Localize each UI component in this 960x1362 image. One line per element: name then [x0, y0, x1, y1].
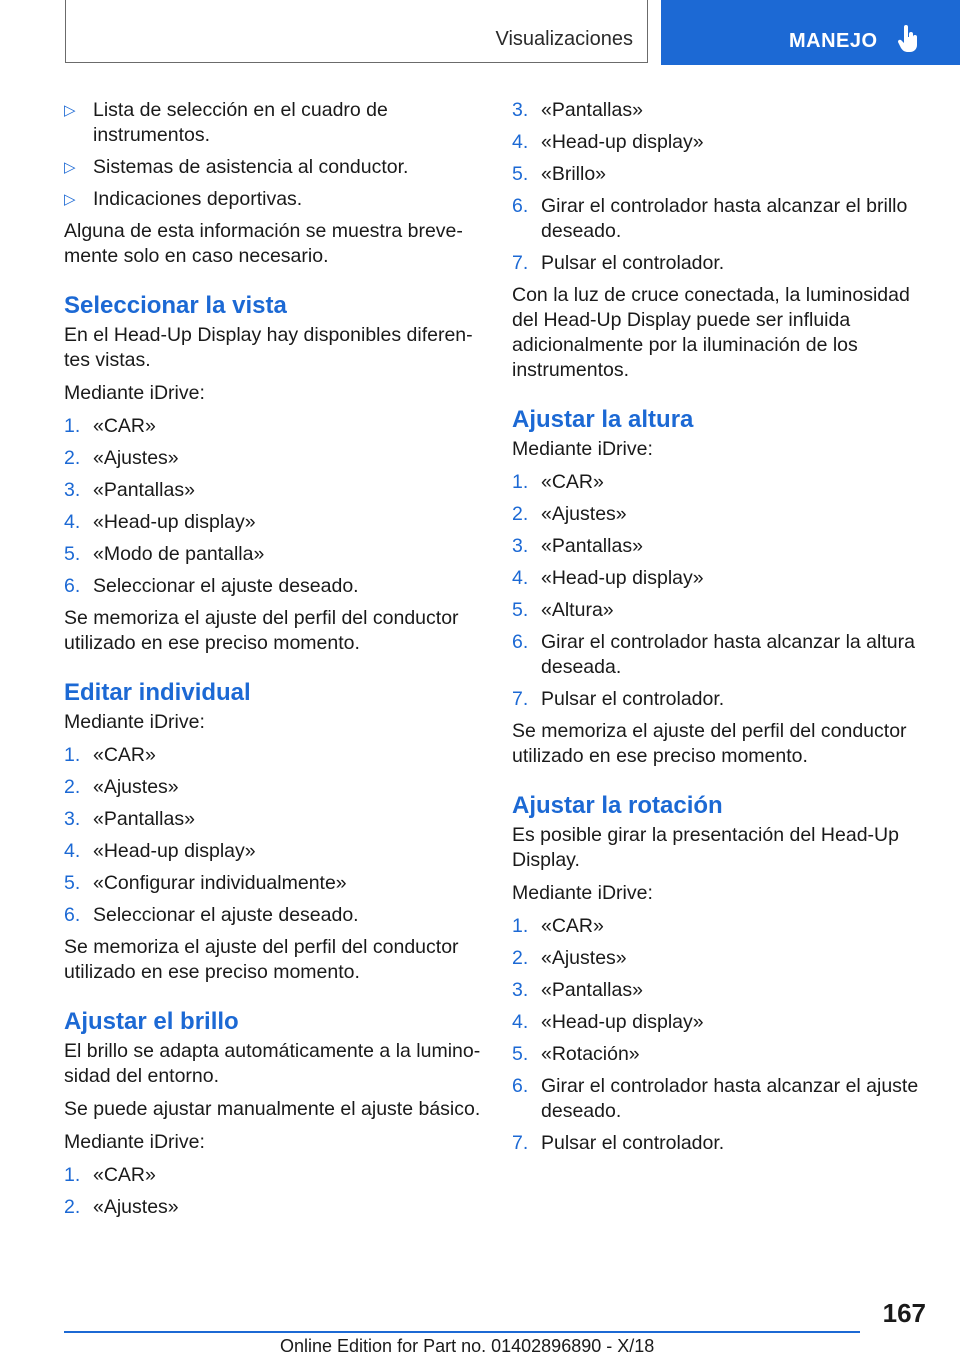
- steps-list: [64, 1163, 482, 1220]
- steps-list: [512, 470, 930, 712]
- steps-list: [512, 914, 930, 1156]
- triangle-bullet-icon: ▷: [64, 102, 76, 119]
- paragraph: Mediante iDrive:: [64, 711, 205, 733]
- paragraph: Es posible girar la presentación del Head-Up Display.: [512, 824, 899, 871]
- section-heading: Ajustar el brillo: [64, 1008, 239, 1035]
- paragraph: Mediante iDrive:: [64, 1131, 205, 1153]
- step-item: 5. «Brillo»: [512, 163, 607, 185]
- steps-list: [512, 98, 930, 276]
- step-item: 2. «Ajustes»: [64, 776, 179, 798]
- section-heading: Ajustar la rotación: [512, 792, 723, 819]
- step-item: 5. «Altura»: [512, 599, 614, 621]
- paragraph: Mediante iDrive:: [512, 882, 653, 904]
- step-item: 1. «CAR»: [512, 471, 604, 493]
- steps-list: [64, 743, 482, 928]
- step-item: 7. Pulsar el controlador.: [512, 688, 725, 710]
- step-item: 3. «Pantallas»: [512, 99, 643, 121]
- step-item: 7. Pulsar el controlador.: [512, 252, 725, 274]
- paragraph: Mediante iDrive:: [64, 382, 205, 404]
- section-box: [65, 0, 648, 63]
- step-item: 4. «Head-up display»: [512, 1011, 704, 1033]
- triangle-bullet-icon: ▷: [64, 159, 76, 176]
- section-title: Visualizaciones: [495, 28, 633, 50]
- step-item: 2. «Ajustes»: [64, 1196, 179, 1218]
- step-item: 1. «CAR»: [64, 415, 156, 437]
- step-item: 4. «Head-up display»: [64, 840, 256, 862]
- paragraph: El brillo se adapta automáticamente a la luminosidad del entorno.: [64, 1040, 481, 1087]
- step-item: 1. «CAR»: [64, 1164, 156, 1186]
- step-item: 6. Girar el controlador hasta alcanzar el ajuste deseado.: [512, 1075, 919, 1122]
- section-heading: Editar individual: [64, 679, 251, 706]
- page-header: [0, 0, 960, 66]
- paragraph: En el Head-Up Display hay disponibles diferentes vistas.: [64, 324, 473, 371]
- step-item: 1. «CAR»: [64, 744, 156, 766]
- step-item: 5. «Rotación»: [512, 1043, 640, 1065]
- step-item: 6. Seleccionar el ajuste deseado.: [64, 904, 359, 926]
- step-item: 3. «Pantallas»: [64, 479, 195, 501]
- paragraph: Alguna de esta información se muestra brevemente solo en caso necesario.: [64, 220, 463, 267]
- step-item: 4. «Head-up display»: [512, 567, 704, 589]
- list-item: ▷ Lista de selección en el cuadro de instrumentos.: [64, 99, 388, 146]
- list-item: ▷ Indicaciones deportivas.: [64, 188, 303, 210]
- chapter-tab[interactable]: [661, 0, 960, 65]
- step-item: 2. «Ajustes»: [64, 447, 179, 469]
- step-item: 7. Pulsar el controlador.: [512, 1132, 725, 1154]
- step-item: 4. «Head-up display»: [512, 131, 704, 153]
- paragraph: Se memoriza el ajuste del perfil del conductor utilizado en ese preciso momento.: [512, 720, 907, 767]
- step-item: 6. Seleccionar el ajuste deseado.: [64, 575, 359, 597]
- step-item: 3. «Pantallas»: [512, 535, 643, 557]
- footer-divider: [64, 1331, 860, 1333]
- feature-list: [64, 98, 482, 212]
- step-item: 2. «Ajustes»: [512, 947, 627, 969]
- step-item: 1. «CAR»: [512, 915, 604, 937]
- step-item: 6. Girar el controlador hasta alcanzar la altura deseada.: [512, 631, 915, 678]
- section-heading: Ajustar la altura: [512, 406, 694, 433]
- step-item: 5. «Configurar individualmente»: [64, 872, 347, 894]
- triangle-bullet-icon: ▷: [64, 191, 76, 208]
- step-item: 4. «Head-up display»: [64, 511, 256, 533]
- paragraph: Mediante iDrive:: [512, 438, 653, 460]
- paragraph: Se memoriza el ajuste del perfil del conductor utilizado en ese preciso momento.: [64, 936, 459, 983]
- step-item: 5. «Modo de pantalla»: [64, 543, 265, 565]
- step-item: 2. «Ajustes»: [512, 503, 627, 525]
- step-item: 6. Girar el controlador hasta alcanzar el brillo deseado.: [512, 195, 908, 242]
- chapter-title: MANEJO: [789, 30, 878, 52]
- pointing-hand-icon: [897, 25, 919, 53]
- paragraph: Se puede ajustar manualmente el ajuste básico.: [64, 1098, 481, 1120]
- paragraph: Con la luz de cruce conectada, la luminosidad del Head-Up Display puede ser influida adicionalmente por la iluminación de los instrumentos.: [512, 284, 910, 381]
- section-heading: Seleccionar la vista: [64, 292, 287, 319]
- page-number: 167: [882, 1298, 926, 1328]
- edition-footer: Online Edition for Part no. 01402896890 - X/18: [280, 1336, 655, 1356]
- right-column: [512, 98, 930, 1163]
- list-item: ▷ Sistemas de asistencia al conductor.: [64, 156, 409, 178]
- paragraph: Se memoriza el ajuste del perfil del conductor utilizado en ese preciso momento.: [64, 607, 459, 654]
- left-column: [64, 98, 482, 1227]
- step-item: 3. «Pantallas»: [512, 979, 643, 1001]
- steps-list: [64, 414, 482, 599]
- step-item: 3. «Pantallas»: [64, 808, 195, 830]
